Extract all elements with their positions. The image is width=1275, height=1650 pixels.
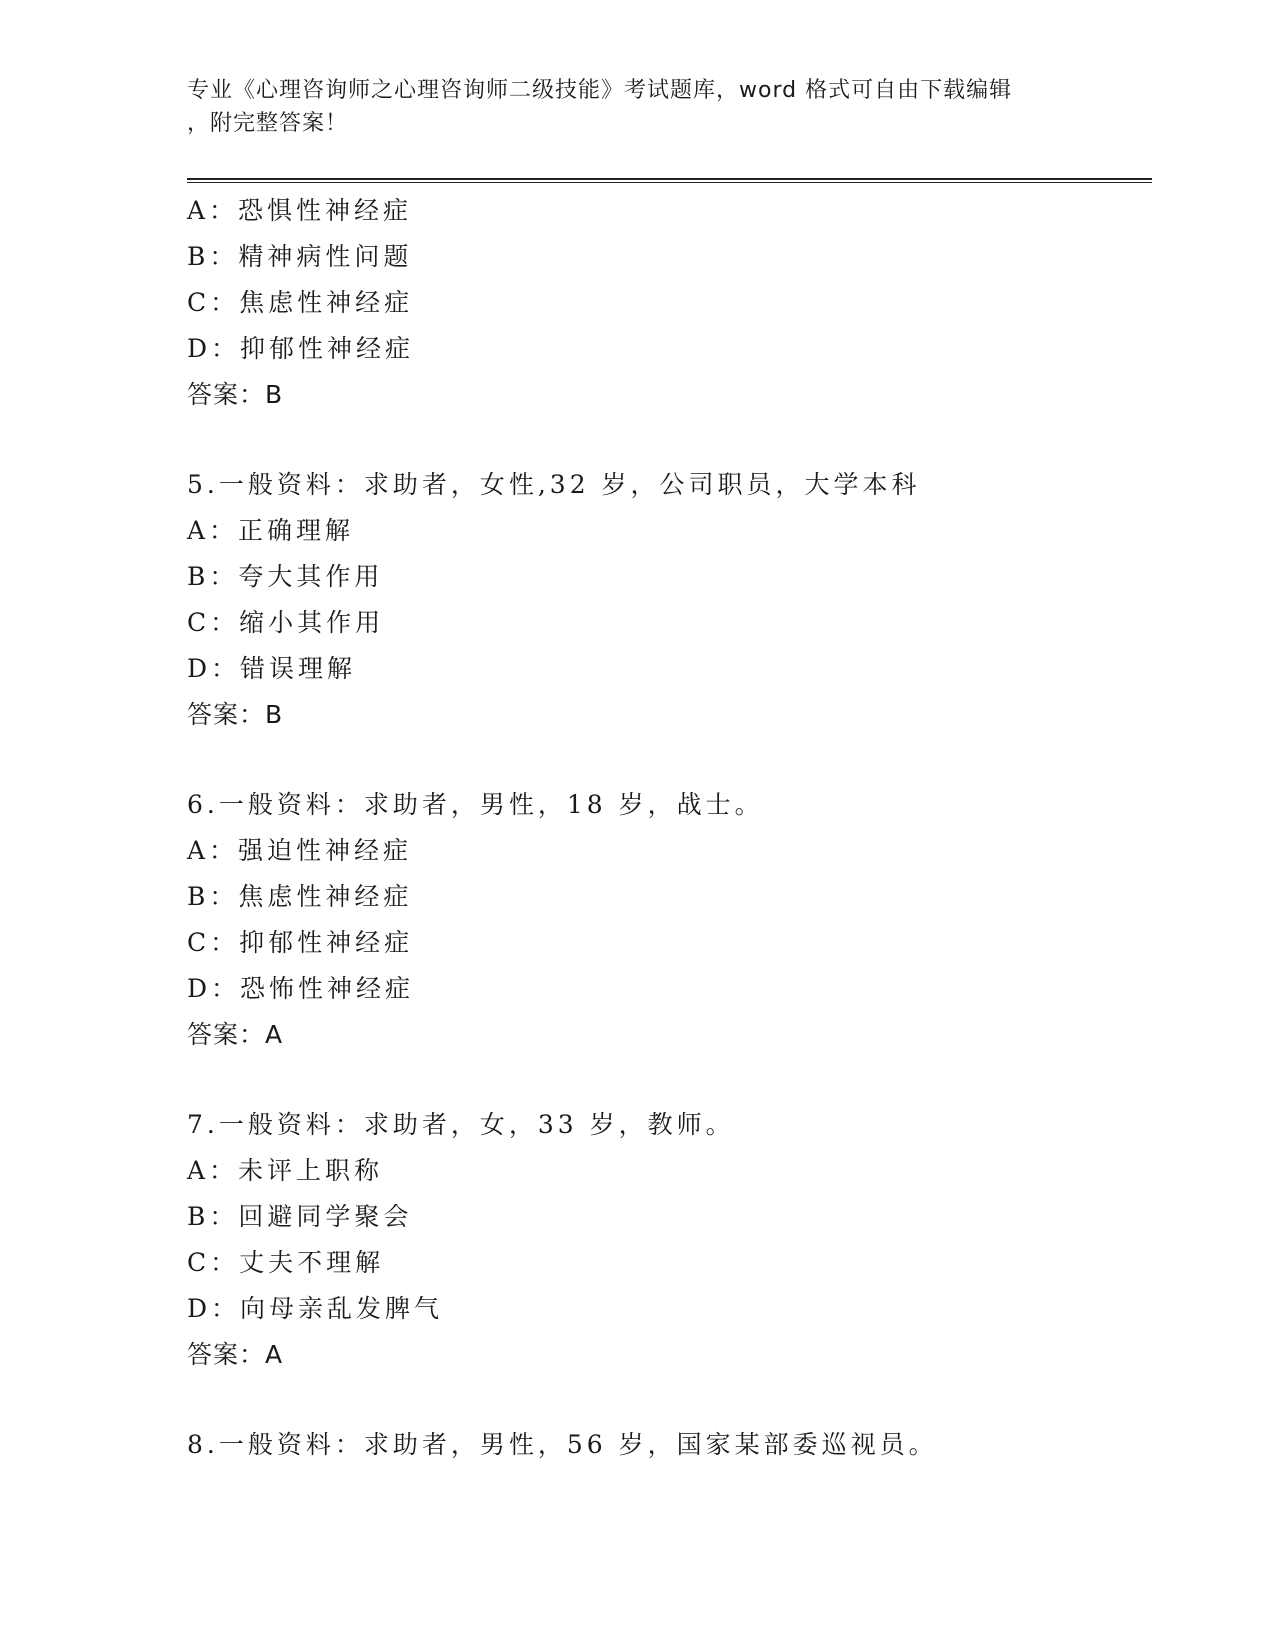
option-b: B：夸大其作用	[187, 562, 384, 591]
header-line-1: 专业《心理咨询师之心理咨询师二级技能》考试题库，word 格式可自由下载编辑	[187, 78, 1013, 103]
option-d: D：恐怖性神经症	[187, 974, 415, 1003]
question-block-8	[187, 1422, 1147, 1468]
question-list	[187, 188, 1147, 1468]
question-block-6	[187, 782, 1147, 1058]
question-block-4	[187, 188, 1147, 418]
question-stem: 6.一般资料：求助者，男性，18 岁，战士。	[187, 790, 764, 819]
question-block-7	[187, 1102, 1147, 1378]
option-b: B：回避同学聚会	[187, 1202, 413, 1231]
header-divider-thin	[187, 182, 1152, 183]
question-stem: 5.一般资料：求助者，女性,32 岁，公司职员，大学本科	[187, 470, 921, 499]
option-d: D：错误理解	[187, 654, 357, 683]
answer-line: 答案：A	[187, 1020, 284, 1049]
option-b: B：焦虑性神经症	[187, 882, 413, 911]
document-header	[187, 74, 1067, 140]
option-b: B：精神病性问题	[187, 242, 413, 271]
question-stem: 7.一般资料：求助者，女，33 岁，教师。	[187, 1110, 735, 1139]
question-block-5	[187, 462, 1147, 738]
option-a: A：恐惧性神经症	[187, 196, 413, 225]
option-c: C：抑郁性神经症	[187, 928, 414, 957]
option-c: C：缩小其作用	[187, 608, 385, 637]
answer-line: 答案：A	[187, 1340, 284, 1369]
option-d: D：抑郁性神经症	[187, 334, 415, 363]
header-divider-thick	[187, 178, 1152, 180]
option-a: A：未评上职称	[187, 1156, 384, 1185]
header-line-2: ，附完整答案！	[187, 111, 349, 136]
option-c: C：丈夫不理解	[187, 1248, 385, 1277]
answer-line: 答案：B	[187, 700, 284, 729]
option-d: D：向母亲乱发脾气	[187, 1294, 444, 1323]
option-a: A：正确理解	[187, 516, 355, 545]
question-stem: 8.一般资料：求助者，男性，56 岁，国家某部委巡视员。	[187, 1430, 938, 1459]
option-c: C：焦虑性神经症	[187, 288, 414, 317]
option-a: A：强迫性神经症	[187, 836, 413, 865]
answer-line: 答案：B	[187, 380, 284, 409]
